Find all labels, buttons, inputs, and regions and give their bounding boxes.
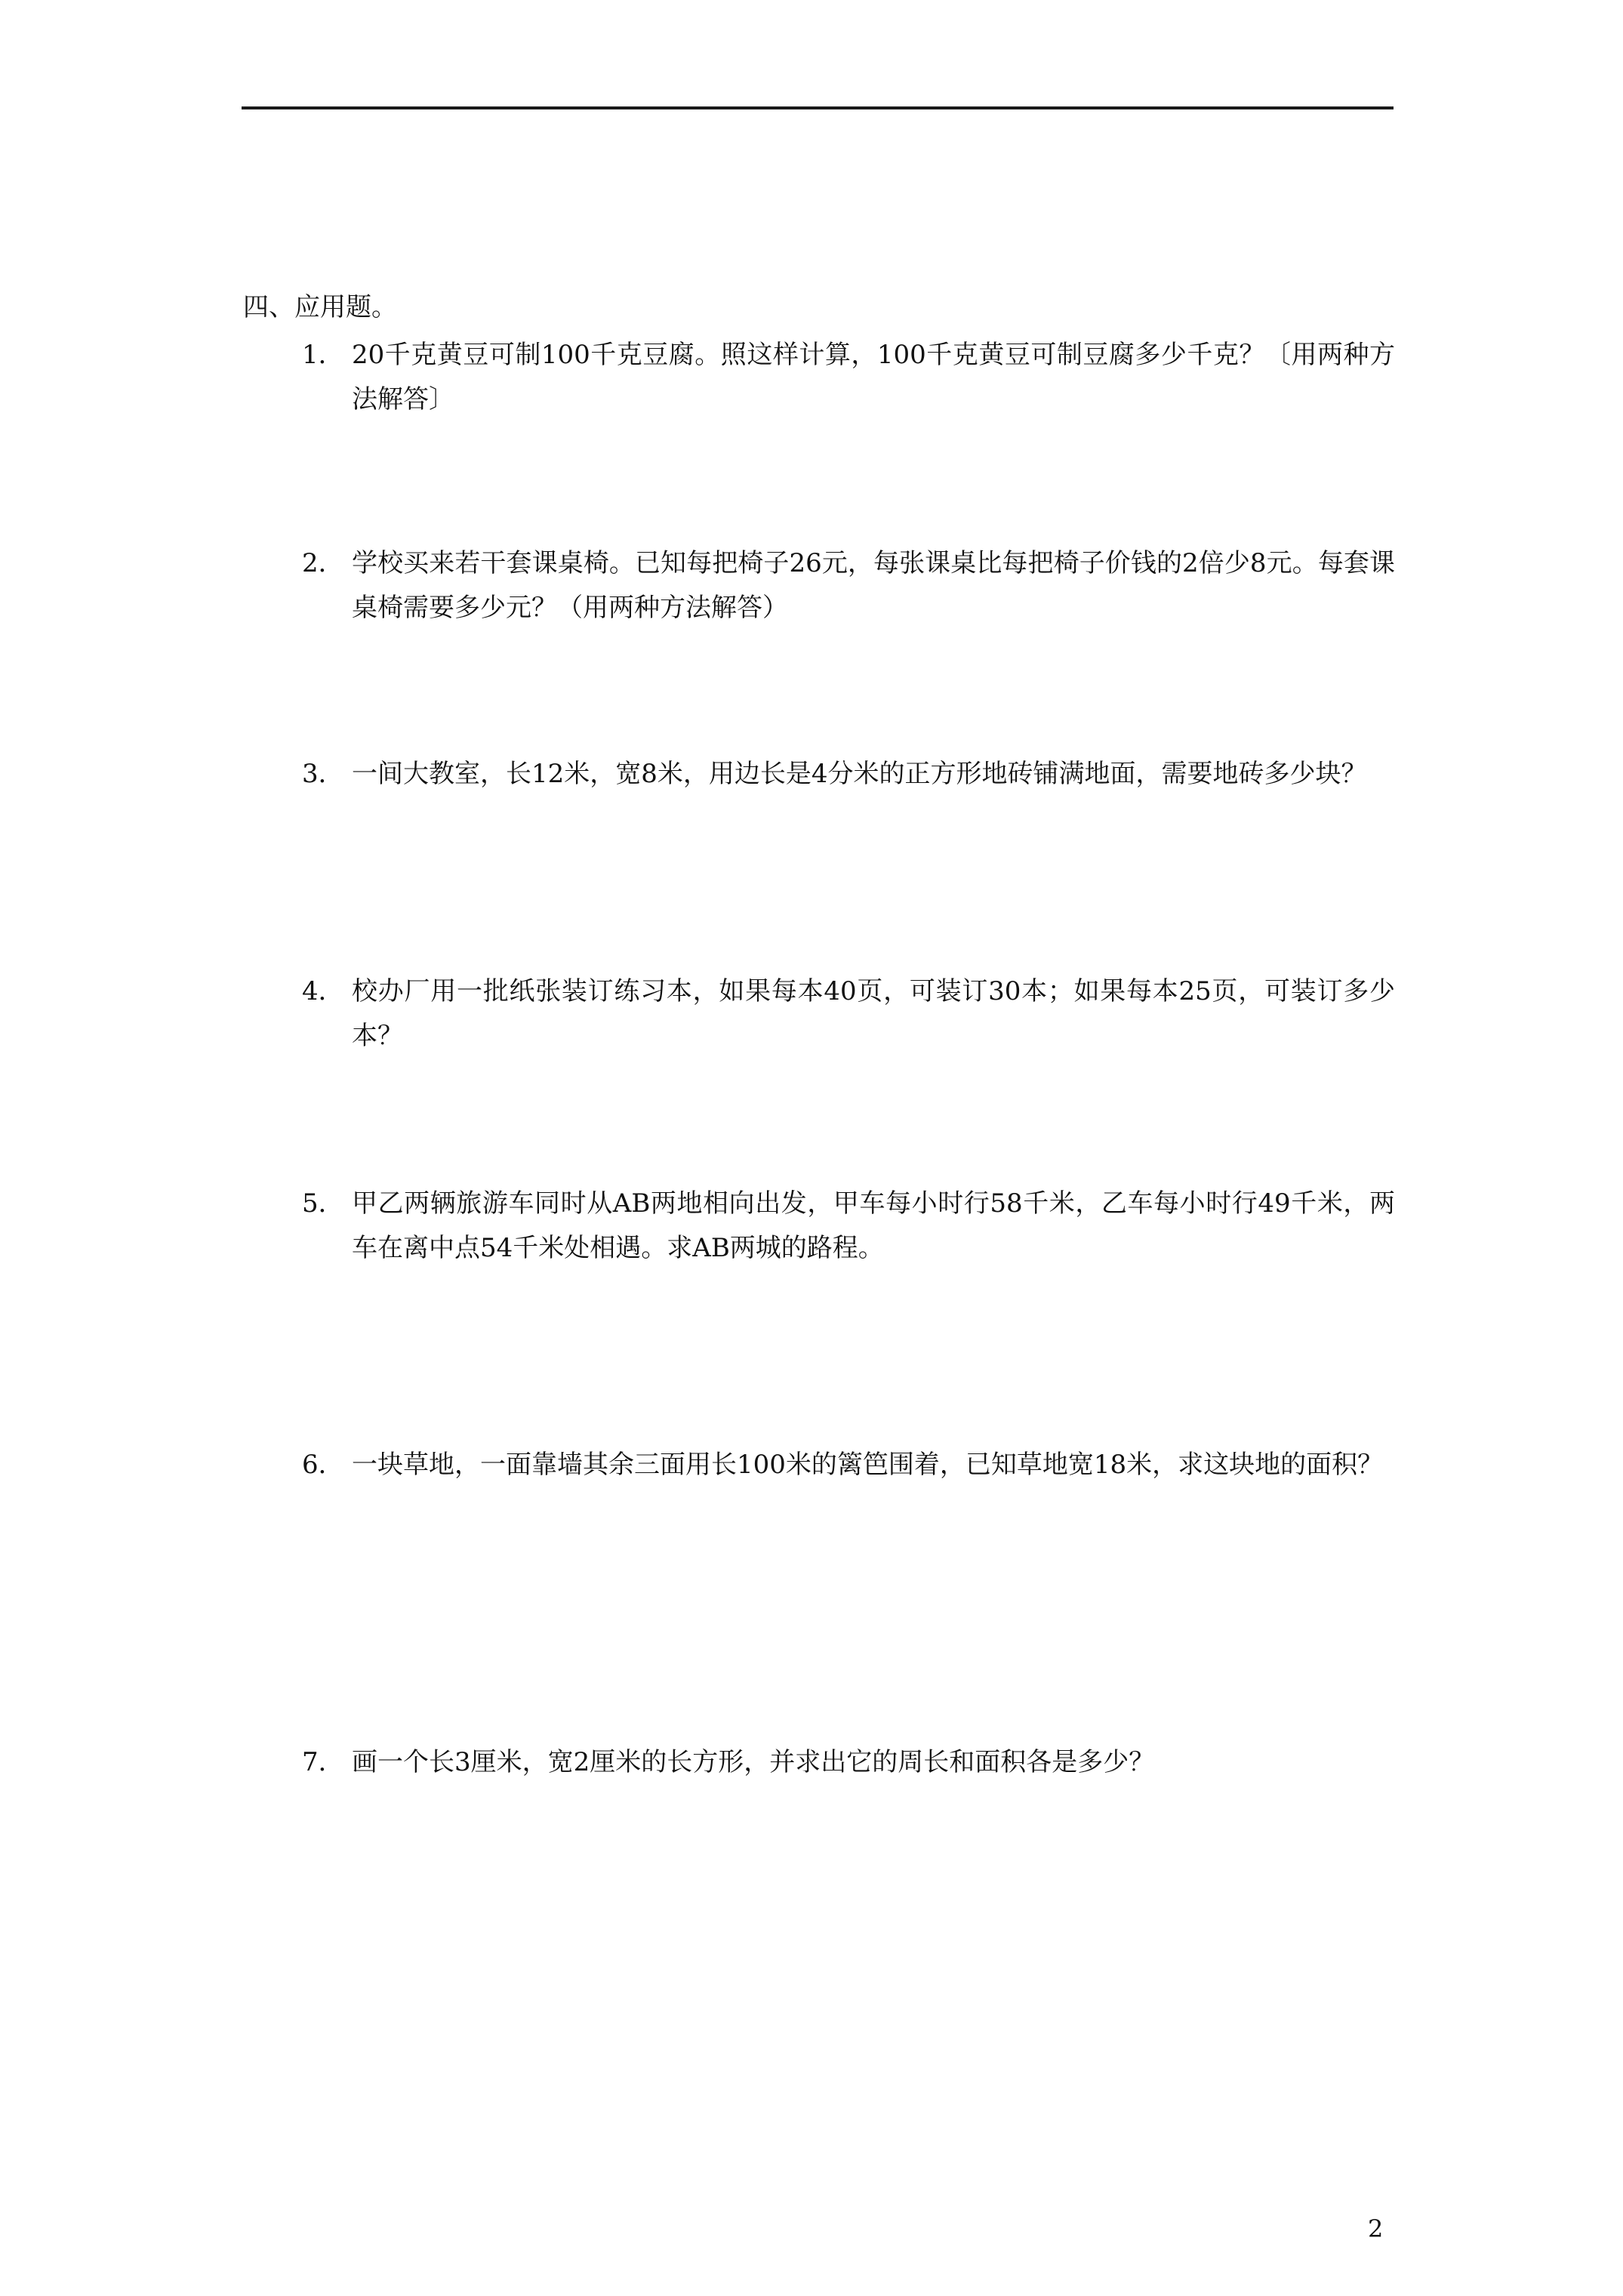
question-6 xyxy=(302,1443,1395,1487)
question-7 xyxy=(302,1740,1395,1785)
question-number: 4． xyxy=(302,976,344,1006)
question-text: 学校买来若干套课桌椅。已知每把椅子26元，每张课桌比每把椅子价钱的2倍少8元。每套课桌椅需要多少元？（用两种方法解答） xyxy=(352,548,1395,623)
question-text: 画一个长3厘米，宽2厘米的长方形，并求出它的周长和面积各是多少？ xyxy=(352,1747,1155,1777)
question-number: 5． xyxy=(302,1188,344,1219)
question-4 xyxy=(302,969,1395,1059)
section-title: 四、应用题。 xyxy=(243,292,397,322)
question-text: 校办厂用一批纸张装订练习本，如果每本40页，可装订30本；如果每本25页，可装订多少本？ xyxy=(352,976,1395,1051)
question-text: 一间大教室，长12米，宽8米，用边长是4分米的正方形地砖铺满地面，需要地砖多少块？ xyxy=(352,759,1367,789)
header-rule xyxy=(242,106,1394,109)
question-number: 2． xyxy=(302,548,344,578)
question-number: 3． xyxy=(302,759,344,789)
question-5 xyxy=(302,1182,1395,1271)
page-number: 2 xyxy=(1368,2214,1384,2243)
question-2 xyxy=(302,541,1395,630)
question-number: 1． xyxy=(302,340,344,370)
question-number: 7． xyxy=(302,1747,344,1777)
question-1 xyxy=(302,333,1395,422)
question-text: 20千克黄豆可制100千克豆腐。照这样计算，100千克黄豆可制豆腐多少千克？〔用两种方法解答〕 xyxy=(352,340,1395,415)
question-number: 6． xyxy=(302,1450,344,1480)
question-text: 甲乙两辆旅游车同时从AB两地相向出发，甲车每小时行58千米，乙车每小时行49千米，两车在离中点54千米处相遇。求AB两城的路程。 xyxy=(352,1188,1395,1263)
question-3 xyxy=(302,752,1395,797)
question-text: 一块草地，一面靠墙其余三面用长100米的篱笆围着，已知草地宽18米，求这块地的面积？ xyxy=(352,1450,1384,1480)
